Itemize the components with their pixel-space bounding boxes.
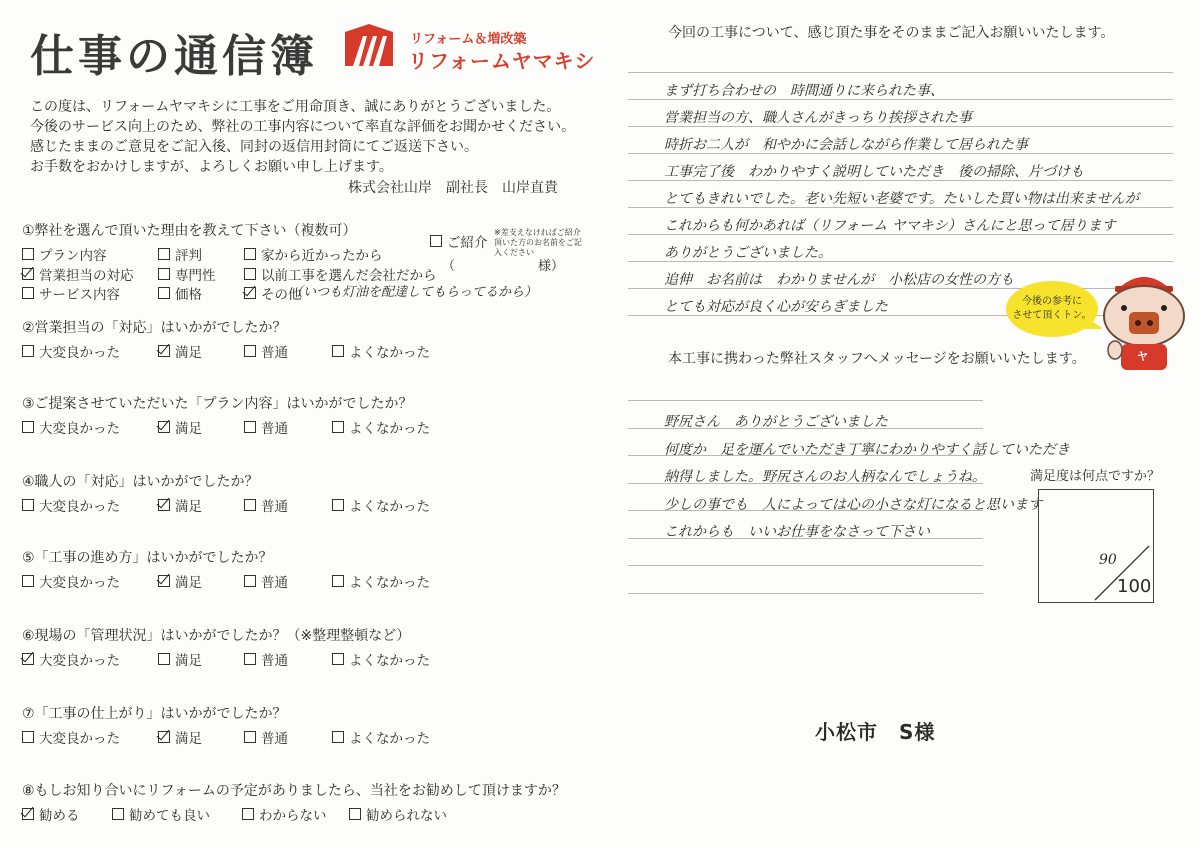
checkbox[interactable] — [22, 731, 34, 743]
intro-line: 感じたままのご意見をご記入後、同封の返信用封筒にてご返送下さい。 — [30, 139, 478, 155]
ruled-line — [628, 593, 983, 594]
checkbox[interactable] — [22, 499, 34, 511]
question-2-option[interactable]: 満足 — [158, 341, 202, 361]
referral-note: ※差支えなければご紹介頂いた方のお名前をご記入ください — [494, 228, 582, 257]
question-6-option[interactable]: 普通 — [244, 649, 288, 669]
checkbox[interactable] — [158, 287, 170, 299]
question-2-option[interactable]: 大変良かった — [22, 341, 120, 361]
question-3-option[interactable]: よくなかった — [332, 417, 430, 437]
score-box[interactable] — [1038, 489, 1154, 603]
question-2-title: ②営業担当の「対応」はいかがでしたか？ — [22, 320, 287, 336]
handwritten-line: とても対応が良く心が安らぎました — [664, 299, 888, 315]
checkbox-checked[interactable] — [22, 268, 34, 280]
checkbox-checked[interactable] — [22, 808, 34, 820]
question-8-title: ⑧もしお知り合いにリフォームの予定がありましたら、当社をお勧めして頂けますか？ — [22, 783, 566, 799]
q1-option-referral[interactable]: ご紹介 — [430, 231, 488, 251]
checkbox[interactable] — [332, 575, 344, 587]
handwritten-line: 少しの事でも 人によっては心の小さな灯になると思います — [664, 496, 1042, 513]
question-7-option[interactable]: よくなかった — [332, 727, 430, 747]
question-3-title: ③ご提案させていただいた「プラン内容」はいかがでしたか？ — [22, 396, 413, 412]
handwritten-line: まず打ち合わせの 時間通りに来られた事、 — [664, 83, 944, 99]
staff-message-heading: 本工事に携わった弊社スタッフへメッセージをお願いいたします。 — [668, 351, 1086, 367]
company-logo-icon — [343, 22, 395, 68]
checkbox-checked[interactable] — [158, 731, 170, 743]
handwritten-line: これからも何かあれば（リフォーム ヤマキシ）さんにと思って居ります — [664, 218, 1116, 234]
checkbox[interactable] — [244, 268, 256, 280]
handwritten-line: 何度か 足を運んでいただき丁寧にわかりやすく話していただき — [664, 441, 1070, 458]
question-5-option[interactable]: 大変良かった — [22, 571, 120, 591]
checkbox[interactable] — [22, 248, 34, 260]
q8-option-unsure[interactable]: わからない — [242, 804, 327, 824]
question-5-title: ⑤「工事の進め方」はいかがでしたか？ — [22, 550, 273, 566]
score-max: 100 — [1117, 576, 1152, 597]
question-7-option[interactable]: 普通 — [244, 727, 288, 747]
checkbox-checked[interactable] — [158, 499, 170, 511]
question-4-title: ④職人の「対応」はいかがでしたか？ — [22, 474, 259, 490]
form-title: 仕事の通信簿 — [30, 31, 318, 82]
q1-other-handwritten: （いつも灯油を配達してもらってるから） — [290, 285, 538, 300]
intro-line: この度は、リフォームヤマキシに工事をご用命頂き、誠にありがとうございました。 — [30, 99, 561, 115]
question-2-option[interactable]: よくなかった — [332, 341, 430, 361]
q8-option-ok[interactable]: 勧めても良い — [112, 804, 210, 824]
referral-paren-open: （ — [442, 259, 456, 274]
question-5-option[interactable]: 普通 — [244, 571, 288, 591]
signature: 株式会社山岸 副社長 山岸直貴 — [348, 180, 558, 196]
intro-line: お手数をおかけしますが、よろしくお願い申し上げます。 — [30, 159, 393, 175]
checkbox-checked[interactable] — [22, 653, 34, 665]
handwritten-line: 時折お二人が 和やかに会話しながら作業して居られた事 — [664, 137, 1028, 153]
q1-option-reputation[interactable]: 評判 — [158, 244, 202, 264]
handwritten-line: これからも いいお仕事をなさって下さい — [664, 524, 930, 540]
logo-subtitle: リフォーム＆増改築 — [410, 32, 527, 47]
question-4-option[interactable]: 満足 — [158, 495, 202, 515]
question-4-option[interactable]: よくなかった — [332, 495, 430, 515]
q1-option-other[interactable]: その他 — [244, 283, 302, 303]
question-7-title: ⑦「工事の仕上がり」はいかがでしたか？ — [22, 706, 287, 722]
checkbox[interactable] — [158, 653, 170, 665]
checkbox[interactable] — [22, 575, 34, 587]
checkbox[interactable] — [244, 499, 256, 511]
question-1-title: ①弊社を選んで頂いた理由を教えて下さい（複数可） — [22, 223, 357, 239]
handwritten-line: ありがとうございました。 — [664, 245, 832, 261]
q8-option-no[interactable]: 勧められない — [349, 804, 447, 824]
checkbox[interactable] — [244, 248, 256, 260]
question-2-option[interactable]: 普通 — [244, 341, 288, 361]
intro-text — [30, 97, 575, 177]
question-6-option[interactable]: 満足 — [158, 649, 202, 669]
checkbox[interactable] — [244, 653, 256, 665]
q1-option-sales-rep[interactable]: 営業担当の対応 — [22, 264, 134, 284]
checkbox[interactable] — [332, 499, 344, 511]
q1-option-price[interactable]: 価格 — [158, 283, 202, 303]
ruled-line — [628, 565, 983, 566]
customer-name: 小松市 S様 — [815, 720, 936, 744]
q1-option-service[interactable]: サービス内容 — [22, 283, 120, 303]
question-6-option[interactable]: 大変良かった — [22, 649, 120, 669]
intro-line: 今後のサービス向上のため、弊社の工事内容について率直な評価をお聞かせください。 — [30, 119, 576, 135]
checkbox[interactable] — [332, 421, 344, 433]
bubble-line: 今後の参考に — [1022, 296, 1082, 307]
question-4-option[interactable]: 普通 — [244, 495, 288, 515]
handwritten-line: 追伸 お名前は わかりませんが 小松店の女性の方も — [664, 272, 1014, 288]
question-3-option[interactable]: 普通 — [244, 417, 288, 437]
pig-mascot-icon — [1097, 268, 1191, 372]
checkbox-checked[interactable] — [158, 575, 170, 587]
mascot-badge: ヤ — [1137, 350, 1148, 363]
speech-bubble — [1006, 279, 1102, 343]
question-5-option[interactable]: 満足 — [158, 571, 202, 591]
checkbox[interactable] — [242, 808, 254, 820]
ruled-line — [628, 400, 983, 401]
handwritten-line: とてもきれいでした。老い先短い老婆です。たいした買い物は出来ませんが — [664, 191, 1139, 207]
checkbox[interactable] — [112, 808, 124, 820]
score-label: 満足度は何点ですか？ — [1030, 469, 1161, 484]
handwritten-line: 野尻さん ありがとうございました — [664, 414, 888, 430]
checkbox[interactable] — [22, 345, 34, 357]
question-6-option[interactable]: よくなかった — [332, 649, 430, 669]
question-5-option[interactable]: よくなかった — [332, 571, 430, 591]
q1-option-plan[interactable]: プラン内容 — [22, 244, 107, 264]
question-7-option[interactable]: 満足 — [158, 727, 202, 747]
q8-option-recommend[interactable]: 勧める — [22, 804, 80, 824]
handwritten-line: 工事完了後 わかりやすく説明していただき 後の掃除、片づけも — [664, 164, 1084, 180]
referral-name-field[interactable]: 様） — [538, 259, 565, 274]
q1-option-previous[interactable]: 以前工事を選んだ会社だから — [244, 264, 437, 284]
question-3-option[interactable]: 大変良かった — [22, 417, 120, 437]
handwritten-line: 納得しました。野尻さんのお人柄なんでしょうね。 — [664, 469, 986, 485]
q1-option-near-home[interactable]: 家から近かったから — [244, 244, 383, 264]
checkbox[interactable] — [158, 268, 170, 280]
checkbox[interactable] — [244, 345, 256, 357]
checkbox[interactable] — [332, 653, 344, 665]
checkbox[interactable] — [244, 731, 256, 743]
handwritten-line: 営業担当の方、職人さんがきっちり挨拶された事 — [664, 110, 972, 126]
checkbox[interactable] — [332, 731, 344, 743]
checkbox[interactable] — [332, 345, 344, 357]
question-3-option[interactable]: 満足 — [158, 417, 202, 437]
score-value: 90 — [1099, 552, 1117, 568]
question-4-option[interactable]: 大変良かった — [22, 495, 120, 515]
question-6-title: ⑥現場の「管理状況」はいかがでしたか？（※整理整頓など） — [22, 628, 411, 644]
checkbox-checked[interactable] — [158, 421, 170, 433]
bubble-line: させて頂くトン。 — [1012, 310, 1092, 321]
checkbox-checked[interactable] — [244, 287, 256, 299]
checkbox[interactable] — [158, 248, 170, 260]
ruled-line — [628, 72, 1173, 73]
impressions-heading: 今回の工事について、感じ頂た事をそのままご記入お願いいたします。 — [668, 25, 1115, 41]
q1-option-expertise[interactable]: 専門性 — [158, 264, 216, 284]
checkbox[interactable] — [430, 235, 442, 247]
logo-company-name: リフォームヤマキシ — [408, 49, 596, 73]
checkbox[interactable] — [244, 421, 256, 433]
checkbox[interactable] — [22, 287, 34, 299]
checkbox-checked[interactable] — [158, 345, 170, 357]
checkbox[interactable] — [244, 575, 256, 587]
question-7-option[interactable]: 大変良かった — [22, 727, 120, 747]
checkbox[interactable] — [22, 421, 34, 433]
checkbox[interactable] — [349, 808, 361, 820]
